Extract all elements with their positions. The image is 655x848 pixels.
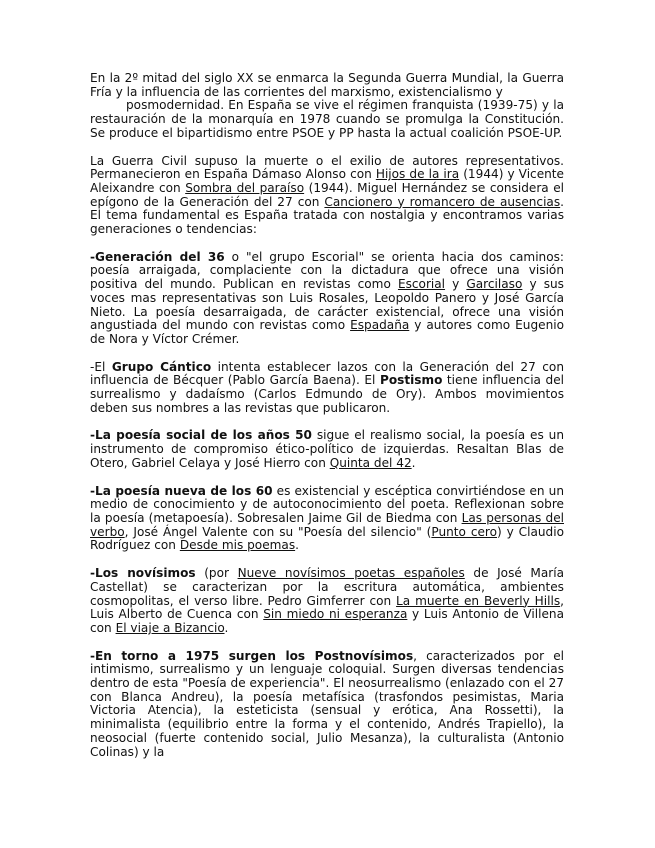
paragraph-postnovisimos bbox=[90, 650, 564, 760]
heading-term: -Generación del 36 bbox=[90, 249, 225, 264]
book-title: Hijos de la ira bbox=[375, 167, 460, 182]
book-title: Desde mis poemas bbox=[179, 538, 296, 553]
text: -El bbox=[90, 359, 112, 374]
text: o "el grupo Escorial" se orienta hacia dos caminos: poesía arraigada, complaciente con la dictadura que ofrece una visión positiva del mundo. Publican en revistas como bbox=[90, 249, 564, 292]
text: y autores como Eugenio de Nora y Víctor Crémer. bbox=[90, 318, 564, 346]
book-title: Quinta del 42 bbox=[329, 455, 412, 470]
book-title: Las personas del verbo bbox=[90, 510, 564, 539]
text: es existencial y escéptica convirtiéndose en un medio de conocimiento y de autoconocimiento del poeta. Reflexionan sobre la poesía (metapoesía). Sobresalen Jaime Gil de Biedma con bbox=[90, 483, 564, 525]
book-title: Sombra del paraíso bbox=[185, 180, 305, 195]
magazine-title: Espadaña bbox=[350, 318, 410, 333]
paragraph-generacion-36 bbox=[90, 251, 564, 347]
magazine-title: Garcilaso bbox=[466, 277, 523, 292]
paragraph-poesia-60 bbox=[90, 485, 564, 554]
book-title: La muerte en Beverly Hills bbox=[396, 593, 561, 608]
text: En la 2º mitad del siglo XX se enmarca la Segunda Guerra Mundial, la Guerra Fría y la influencia de las corrientes del marxismo, existencialismo y bbox=[90, 71, 564, 99]
text: tiene influencia del surrealismo y dadaísmo (Carlos Edmundo de Ory). Ambos movimientos deben sus nombres a las revistas que publicaron. bbox=[90, 373, 564, 415]
intro-paragraph bbox=[90, 72, 564, 141]
text: y Luis Antonio de Villena con bbox=[90, 607, 565, 635]
magazine-title: Escorial bbox=[397, 277, 446, 292]
paragraph-civil-war bbox=[90, 155, 564, 237]
book-title: Cancionero y romancero de ausencias bbox=[324, 194, 561, 209]
text: La Guerra Civil supuso la muerte o el exilio de autores representativos. Permanecieron en España Dámaso Alonso con bbox=[90, 153, 564, 182]
text: . bbox=[295, 538, 299, 553]
text: . bbox=[224, 620, 229, 635]
text: . bbox=[411, 455, 416, 470]
book-title: Sin miedo ni esperanza bbox=[263, 607, 408, 622]
heading-term: Grupo Cántico bbox=[111, 359, 212, 374]
text: , Luis Alberto de Cuenca con bbox=[90, 593, 564, 622]
text: intenta establecer lazos con la Generación del 27 con influencia de Bécquer (Pablo García Baena). El bbox=[90, 359, 564, 388]
text: (por bbox=[195, 566, 238, 581]
heading-term: -En torno a 1975 surgen los Postnovísimos bbox=[90, 648, 414, 663]
text: (1944) y Vicente Aleixandre con bbox=[90, 167, 564, 195]
book-title: El viaje a Bizancio bbox=[115, 620, 225, 635]
heading-term: -La poesía social de los años 50 bbox=[90, 428, 312, 443]
text: sigue el realismo social, la poesía es un instrumento de compromiso ético-político de izquierdas. Resaltan Blas de Otero, Gabriel Celaya y José Hierro con bbox=[90, 428, 564, 470]
heading-term: -La poesía nueva de los 60 bbox=[90, 483, 273, 498]
text: y bbox=[445, 277, 467, 292]
text: (1944). Miguel Hernández se considera el epígono de la Generación del 27 con bbox=[90, 180, 564, 209]
document-page bbox=[90, 72, 564, 773]
text: ) y Claudio Rodríguez con bbox=[90, 524, 564, 553]
paragraph-grupo-cantico bbox=[90, 361, 564, 416]
text: y sus voces mas representativas son Luis Rosales, Leopoldo Panero y José García Nieto. La poesía desarraigada, de carácter existencial, ofrece una visión angustiada del mundo con revistas como bbox=[90, 277, 564, 333]
heading-term: Postismo bbox=[379, 373, 443, 388]
text: , caracterizados por el intimismo, surrealismo y un lenguaje coloquial. Surgen diversas tendencias dentro de esta "Poesía de experiencia". El neosurrealismo (enlazado con el 27 con Blanca Andreu), la poesía metafísica (trasfondos pesimistas, Maria Victoria Atencia), la esteticista (sensual y erótica, Ana Rossetti), la minimalista (equilibrio entre la forma y el contenido, Andrés Trapiello), la neosocial (fuerte contenido social, Julio Mesanza), la culturalista (Antonio Colinas) y la bbox=[90, 648, 565, 759]
paragraph-poesia-social bbox=[90, 429, 564, 470]
text: de José María Castellat) se caracterizan por la escritura automática, ambientes cosmopolitas, el verso libre. Pedro Gimferrer con bbox=[90, 566, 564, 608]
book-title: Punto cero bbox=[431, 524, 498, 539]
heading-term: -Los novísimos bbox=[90, 566, 196, 581]
text: . El tema fundamental es España tratada con nostalgia y encontramos varias generaciones o tendencias: bbox=[90, 194, 565, 237]
text: , José Ángel Valente con su "Poesía del silencio" ( bbox=[124, 524, 432, 539]
book-title: Nueve novísimos poetas españoles bbox=[237, 566, 465, 581]
text: posmodernidad. En España se vive el régimen franquista (1939-75) y la restauración de la monarquía en 1978 cuando se promulga la Constitución. Se produce el bipartidismo entre PSOE y PP hasta la actual coalición PSOE-UP. bbox=[90, 98, 564, 140]
paragraph-novisimos bbox=[90, 567, 564, 636]
